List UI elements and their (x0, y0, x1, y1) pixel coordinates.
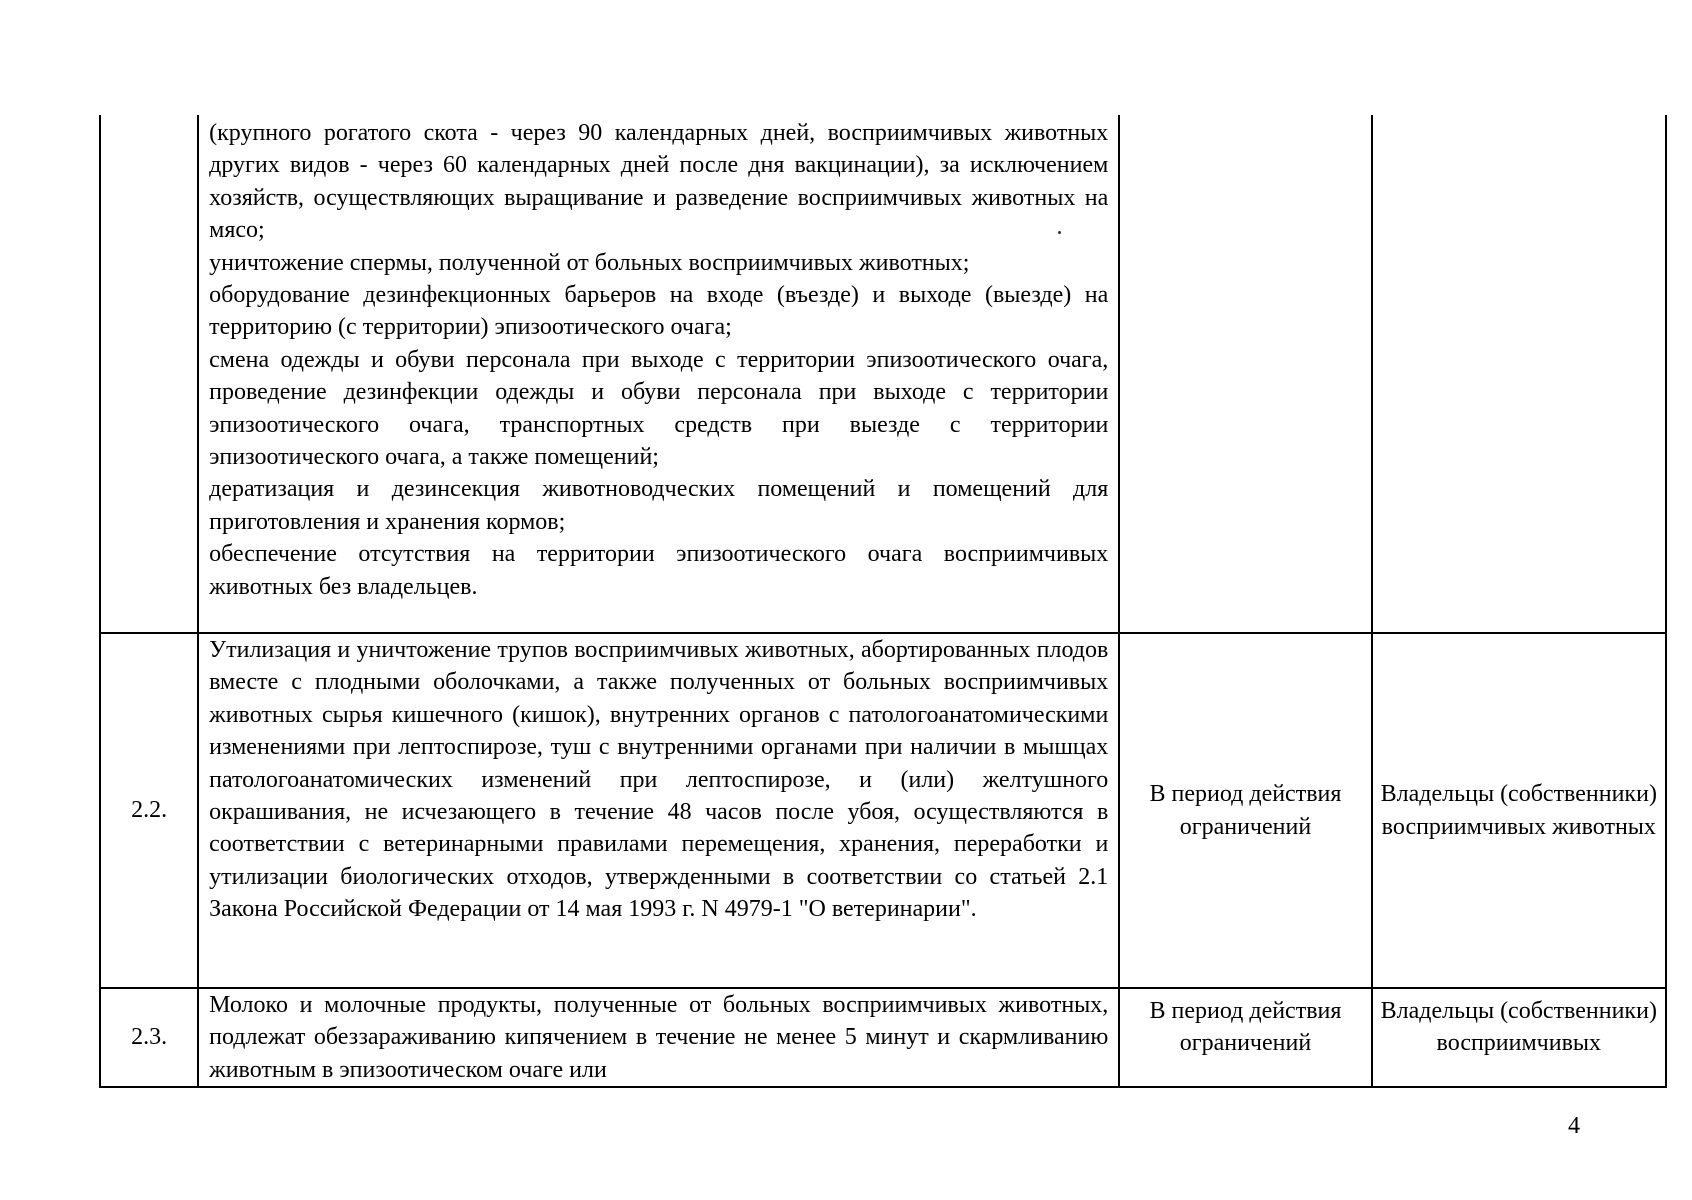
row-number: 2.3. (100, 988, 198, 1087)
row-term (1119, 115, 1371, 633)
row-term: В период действия ограничений (1119, 988, 1371, 1087)
description-paragraph: уничтожение спермы, полученной от больных восприимчивых животных; (209, 249, 970, 276)
table-row (100, 115, 1666, 633)
description-paragraph: (крупного рогатого скота - через 90 календарных дней, восприимчивых животных других видов - через 60 календарных дней после дня вакцинации), за исключением хозяйств, осуществляющих выращивание и разведение восприимчивых животных на мясо; (209, 120, 1109, 244)
page-number: 4 (1568, 1113, 1580, 1139)
scan-speck (1058, 231, 1061, 234)
description-paragraph: дератизация и дезинсекция животноводческих помещений и помещений для приготовления и хранения кормов; (209, 476, 1109, 535)
description-paragraph: Утилизация и уничтожение трупов восприимчивых животных, абортированных плодов вместе с плодными оболочками, а также полученных от больных восприимчивых животных сырья кишечного (кишок), внутренних органов с патологоанатомическими изменениями при лептоспирозе, туш с внутренними органами при наличии в мышцах патологоанатомических изменений при лептоспирозе, и (или) желтушного окрашивания, не исчезающего в течение 48 часов после убоя, осуществляются в соответствии с ветеринарными правилами перемещения, хранения, переработки и утилизации биологических отходов, утвержденными в соответствии со статьей 2.1 Закона Российской Федерации от 14 мая 1993 г. N 4979-1 "О ветеринарии". (209, 637, 1109, 923)
table-row (100, 988, 1666, 1087)
row-responsible (1372, 115, 1666, 633)
description-paragraph: Молоко и молочные продукты, полученные от больных восприимчивых животных, подлежат обеззараживанию кипячением в течение не менее 5 минут и скармливанию животным в эпизоотическом очаге или (209, 992, 1109, 1083)
row-term: В период действия ограничений (1119, 633, 1371, 988)
description-paragraph: смена одежды и обуви персонала при выходе с территории эпизоотического очага, проведение дезинфекции одежды и обуви персонала при выходе с территории эпизоотического очага, транспортных средств при выезде с территории эпизоотического очага, а также помещений; (209, 346, 1109, 471)
description-paragraph: обеспечение отсутствия на территории эпизоотического очага восприимчивых животных без владельцев. (209, 541, 1109, 600)
row-responsible: Владельцы (собственники) восприимчивых животных (1372, 633, 1666, 988)
row-description (198, 988, 1119, 1087)
table-row (100, 633, 1666, 988)
row-number: 2.2. (100, 633, 198, 988)
description-paragraph: оборудование дезинфекционных барьеров на входе (въезде) и выходе (выезде) на территорию (с территории) эпизоотического очага; (209, 282, 1109, 341)
row-description (198, 115, 1119, 633)
measures-table (99, 115, 1667, 1088)
row-responsible: Владельцы (собственники) восприимчивых (1372, 988, 1666, 1087)
row-description (198, 633, 1119, 988)
row-number (100, 115, 198, 633)
